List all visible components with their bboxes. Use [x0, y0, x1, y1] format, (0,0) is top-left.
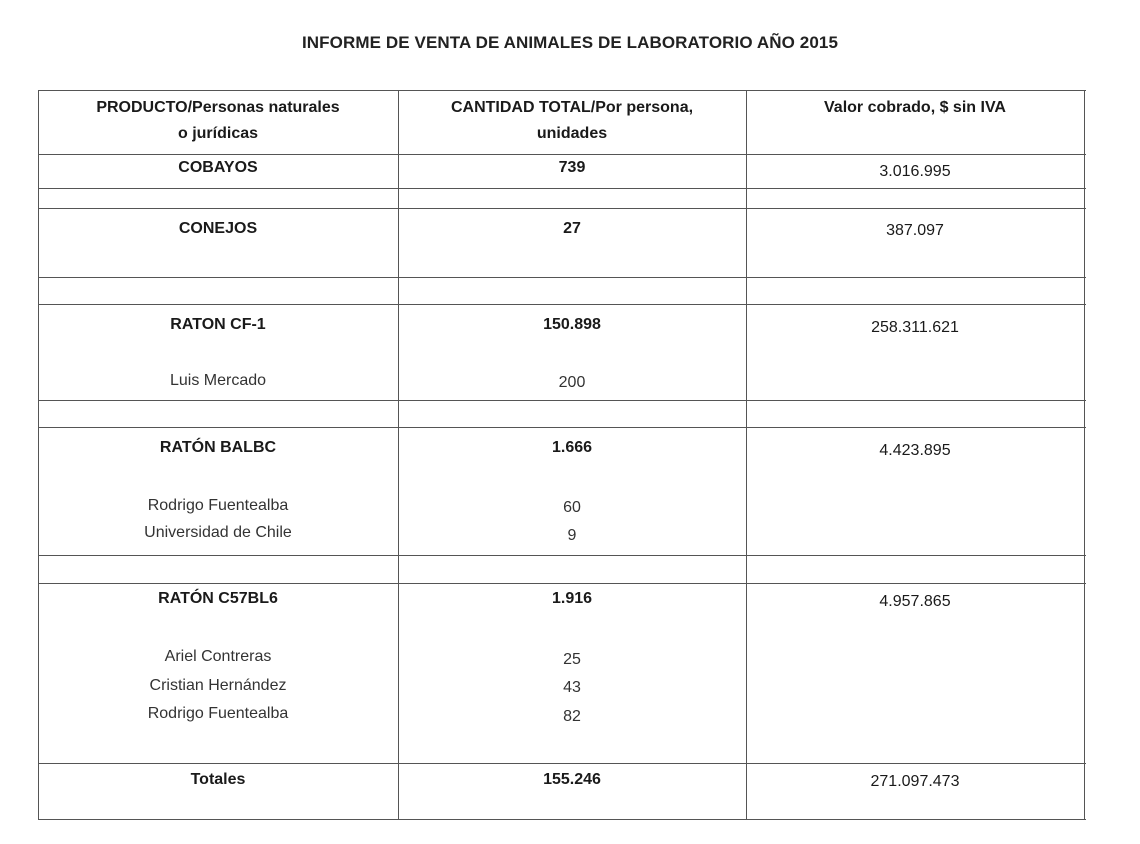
product-value: 4.423.895 — [879, 442, 951, 459]
header-quantity-line1: CANTIDAD TOTAL/Por persona, — [450, 99, 694, 116]
product-name: RATÓN C57BL6 — [158, 590, 278, 607]
grid-line — [38, 188, 1086, 189]
product-quantity: 739 — [558, 159, 586, 176]
person-name: Cristian Hernández — [149, 677, 287, 694]
product-name: RATON CF-1 — [170, 316, 266, 333]
grid-line — [38, 763, 1086, 764]
header-quantity — [398, 95, 746, 147]
product-quantity: 1.666 — [551, 439, 593, 456]
grid-line — [38, 208, 1086, 209]
grid-line — [38, 819, 1086, 820]
totals-quantity: 155.246 — [543, 771, 601, 788]
grid-line — [38, 427, 1086, 428]
document-title: INFORME DE VENTA DE ANIMALES DE LABORATORIO AÑO 2015 — [301, 33, 839, 52]
person-quantity: 9 — [567, 527, 577, 544]
person-name: Universidad de Chile — [144, 524, 292, 541]
header-value: Valor cobrado, $ sin IVA — [824, 99, 1006, 116]
person-name: Luis Mercado — [169, 372, 267, 389]
header-quantity-line2: unidades — [536, 125, 608, 142]
person-name: Rodrigo Fuentealba — [147, 497, 289, 514]
grid-line — [38, 583, 1086, 584]
person-quantity: 60 — [563, 499, 581, 516]
product-value: 4.957.865 — [879, 593, 951, 610]
product-value: 258.311.621 — [871, 319, 959, 336]
grid-line — [38, 400, 1086, 401]
grid-line — [1084, 90, 1085, 820]
grid-line — [38, 154, 1086, 155]
person-name: Rodrigo Fuentealba — [147, 705, 289, 722]
product-quantity: 27 — [563, 220, 581, 237]
product-name: COBAYOS — [178, 159, 258, 176]
totals-label: Totales — [190, 771, 246, 788]
person-quantity: 43 — [563, 679, 581, 696]
product-value: 387.097 — [886, 222, 944, 239]
product-quantity: 1.916 — [551, 590, 593, 607]
grid-line — [38, 304, 1086, 305]
sales-table — [38, 90, 1086, 820]
header-product-line1: PRODUCTO/Personas naturales — [96, 99, 340, 116]
grid-line — [38, 90, 1086, 91]
grid-line — [38, 555, 1086, 556]
product-quantity: 150.898 — [543, 316, 601, 333]
product-name: RATÓN BALBC — [159, 439, 277, 456]
header-product-line2: o jurídicas — [177, 125, 259, 142]
person-quantity: 25 — [563, 651, 581, 668]
product-value: 3.016.995 — [879, 163, 951, 180]
person-name: Ariel Contreras — [164, 648, 272, 665]
totals-value: 271.097.473 — [870, 773, 960, 790]
product-name: CONEJOS — [178, 220, 258, 237]
person-quantity: 200 — [558, 374, 586, 391]
person-quantity: 82 — [563, 708, 581, 725]
header-product — [38, 95, 398, 147]
grid-line — [38, 277, 1086, 278]
